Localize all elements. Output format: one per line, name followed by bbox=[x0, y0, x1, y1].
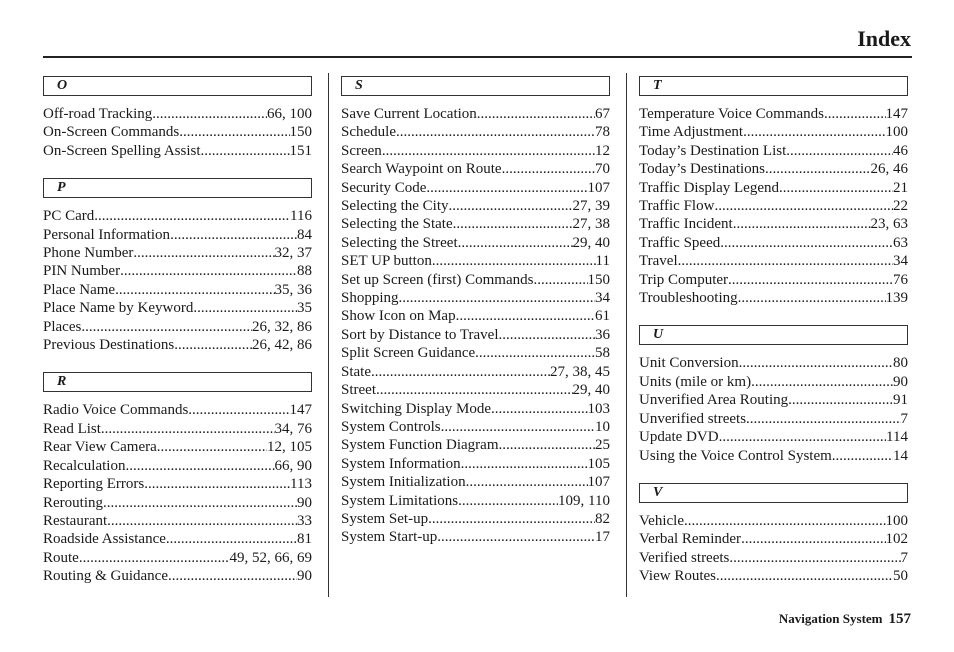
index-entry-page: 25 bbox=[595, 437, 610, 454]
index-entry bbox=[341, 510, 610, 528]
index-entry-label: Radio Voice Commands bbox=[43, 402, 189, 419]
index-entry bbox=[43, 142, 312, 160]
dot-leader bbox=[719, 428, 886, 446]
index-entry-page: 84 bbox=[297, 226, 312, 243]
index-entry-page: 103 bbox=[587, 400, 610, 417]
index-entry-page: 151 bbox=[289, 142, 312, 159]
index-entry-page: 90 bbox=[297, 494, 312, 511]
dot-leader bbox=[499, 326, 596, 344]
dot-leader bbox=[779, 179, 893, 197]
index-entry-page: 35 bbox=[297, 300, 312, 317]
index-entry-label: Sort by Distance to Travel bbox=[341, 326, 499, 343]
index-entry-page: 90 bbox=[297, 568, 312, 585]
index-entry bbox=[639, 289, 908, 307]
index-entry-page: 21 bbox=[893, 179, 908, 196]
dot-leader bbox=[788, 391, 893, 409]
index-entry bbox=[43, 420, 312, 438]
index-entry bbox=[341, 160, 610, 178]
index-entry bbox=[43, 549, 312, 567]
index-entry-page: 34 bbox=[893, 253, 908, 270]
dot-leader bbox=[720, 234, 893, 252]
dot-leader bbox=[743, 123, 885, 141]
index-entry-page: 61 bbox=[595, 308, 610, 325]
index-entry-page: 88 bbox=[297, 263, 312, 280]
index-entry-label: Traffic Incident bbox=[639, 216, 733, 233]
index-entry-page: 139 bbox=[885, 290, 908, 307]
dot-leader bbox=[94, 207, 290, 225]
dot-leader bbox=[824, 105, 885, 123]
index-entry-label: Previous Destinations bbox=[43, 337, 175, 354]
section-header-t: T bbox=[639, 76, 908, 96]
index-entry-label: Verified streets bbox=[639, 549, 730, 566]
index-entry bbox=[639, 123, 908, 141]
index-entry-page: 66, 100 bbox=[267, 106, 312, 122]
index-entry-label: Travel bbox=[639, 253, 678, 270]
index-entry bbox=[639, 160, 908, 178]
page-footer bbox=[779, 611, 911, 628]
dot-leader bbox=[678, 252, 893, 270]
index-entry-page: 34 bbox=[595, 290, 610, 307]
dot-leader bbox=[714, 197, 893, 215]
index-entry-label: State bbox=[341, 363, 371, 380]
dot-leader bbox=[188, 401, 289, 419]
dot-leader bbox=[684, 512, 886, 530]
index-entry bbox=[341, 344, 610, 362]
index-entry bbox=[639, 567, 908, 585]
index-entry-label: Troubleshooting bbox=[639, 290, 738, 307]
index-entry bbox=[639, 105, 908, 123]
index-entry-label: Rerouting bbox=[43, 494, 103, 511]
index-entry-label: Show Icon on Map bbox=[341, 308, 456, 325]
index-entry-list bbox=[43, 105, 312, 160]
index-entry-page: 66, 90 bbox=[274, 457, 312, 474]
dot-leader bbox=[157, 438, 267, 456]
index-entry-page: 105 bbox=[587, 455, 610, 472]
dot-leader bbox=[399, 289, 595, 307]
index-entry-page: 27, 38, 45 bbox=[550, 363, 610, 380]
dot-leader bbox=[499, 436, 596, 454]
index-entry-label: Vehicle bbox=[639, 512, 684, 529]
index-entry-label: System Function Diagram bbox=[341, 437, 499, 454]
page-number: 157 bbox=[888, 611, 911, 627]
index-entry-page: 7 bbox=[900, 549, 908, 566]
dot-leader bbox=[125, 457, 274, 475]
dot-leader bbox=[751, 373, 893, 391]
index-entry bbox=[639, 215, 908, 233]
dot-leader bbox=[81, 318, 252, 336]
dot-leader bbox=[477, 105, 595, 123]
index-entry-page: 80 bbox=[893, 355, 908, 372]
index-entry-page: 67 bbox=[595, 106, 610, 122]
index-entry-label: Save Current Location bbox=[341, 106, 477, 122]
index-entry-label: Search Waypoint on Route bbox=[341, 161, 502, 178]
index-entry bbox=[341, 234, 610, 252]
index-entry bbox=[639, 179, 908, 197]
index-entry bbox=[639, 197, 908, 215]
index-entry-label: Place Name by Keyword bbox=[43, 300, 194, 317]
index-entry-label: Screen bbox=[341, 142, 382, 159]
index-entry-page: 91 bbox=[893, 392, 908, 409]
index-column-2 bbox=[341, 76, 610, 565]
dot-leader bbox=[107, 512, 297, 530]
index-entry bbox=[43, 318, 312, 336]
index-entry-label: System Limitations bbox=[341, 492, 459, 509]
index-entry bbox=[341, 142, 610, 160]
dot-leader bbox=[738, 289, 886, 307]
section-header-v: V bbox=[639, 483, 908, 503]
index-entry-label: View Routes bbox=[639, 568, 717, 585]
index-entry-label: Traffic Speed bbox=[639, 234, 721, 251]
index-entry-label: On-Screen Spelling Assist bbox=[43, 142, 201, 159]
index-entry-label: System Information bbox=[341, 455, 461, 472]
index-entry-page: 27, 39 bbox=[572, 198, 610, 215]
index-entry-label: Rear View Camera bbox=[43, 439, 157, 456]
dot-leader bbox=[174, 336, 252, 354]
index-entry-label: Switching Display Mode bbox=[341, 400, 491, 417]
dot-leader bbox=[458, 492, 558, 510]
index-entry-page: 50 bbox=[893, 568, 908, 585]
column-divider-2 bbox=[626, 73, 627, 597]
index-entry-page: 150 bbox=[587, 271, 610, 288]
index-entry-page: 116 bbox=[290, 208, 312, 225]
index-entry-label: Routing & Guidance bbox=[43, 568, 168, 585]
index-entry-label: System Initialization bbox=[341, 474, 466, 491]
index-entry-label: Traffic Flow bbox=[639, 198, 715, 215]
index-entry bbox=[43, 512, 312, 530]
dot-leader bbox=[729, 549, 900, 567]
index-entry bbox=[43, 244, 312, 262]
index-entry-page: 29, 40 bbox=[572, 234, 610, 251]
index-entry-page: 147 bbox=[885, 106, 908, 122]
dot-leader bbox=[832, 447, 893, 465]
dot-leader bbox=[502, 160, 595, 178]
index-entry bbox=[341, 326, 610, 344]
index-column-3 bbox=[639, 76, 908, 604]
index-entry-label: Today’s Destinations bbox=[639, 161, 766, 178]
index-entry bbox=[341, 381, 610, 399]
section-header-p: P bbox=[43, 178, 312, 198]
index-entry-label: Selecting the City bbox=[341, 198, 449, 215]
index-entry-page: 17 bbox=[595, 529, 610, 546]
index-entry bbox=[43, 494, 312, 512]
index-entry bbox=[341, 473, 610, 491]
index-entry bbox=[341, 271, 610, 289]
index-entry bbox=[341, 400, 610, 418]
index-entry-label: Selecting the Street bbox=[341, 234, 458, 251]
index-entry bbox=[341, 179, 610, 197]
index-entry bbox=[43, 438, 312, 456]
index-entry-label: Time Adjustment bbox=[639, 124, 744, 141]
index-entry-label: Reporting Errors bbox=[43, 476, 145, 493]
index-entry-label: Selecting the State bbox=[341, 216, 453, 233]
dot-leader bbox=[491, 400, 588, 418]
index-entry bbox=[341, 289, 610, 307]
index-entry bbox=[43, 457, 312, 475]
column-divider-1 bbox=[328, 73, 329, 597]
index-entry bbox=[43, 401, 312, 419]
section-header-s: S bbox=[341, 76, 610, 96]
dot-leader bbox=[733, 215, 871, 233]
index-entry bbox=[43, 567, 312, 585]
index-entry-page: 107 bbox=[587, 474, 610, 491]
index-entry-label: System Set-up bbox=[341, 510, 429, 527]
index-entry-label: Set up Screen (first) Commands bbox=[341, 271, 534, 288]
index-entry-label: Verbal Reminder bbox=[639, 531, 742, 548]
dot-leader bbox=[101, 420, 275, 438]
footer-label: Navigation System bbox=[778, 611, 883, 626]
dot-leader bbox=[475, 344, 595, 362]
index-entry-page: 32, 37 bbox=[274, 245, 312, 262]
index-entry bbox=[341, 123, 610, 141]
index-entry-label: Trip Computer bbox=[639, 271, 729, 288]
section-header-u: U bbox=[639, 325, 908, 345]
index-entry-list bbox=[639, 512, 908, 586]
index-entry-label: Split Screen Guidance bbox=[341, 345, 476, 362]
index-entry-label: Read List bbox=[43, 420, 101, 437]
dot-leader bbox=[437, 528, 595, 546]
index-entry-page: 12 bbox=[595, 142, 610, 159]
dot-leader bbox=[728, 271, 893, 289]
index-entry-page: 78 bbox=[595, 124, 610, 141]
dot-leader bbox=[376, 381, 573, 399]
index-entry-page: 46 bbox=[893, 142, 908, 159]
dot-leader bbox=[533, 271, 587, 289]
dot-leader bbox=[739, 354, 893, 372]
index-entry bbox=[341, 436, 610, 454]
dot-leader bbox=[371, 363, 550, 381]
dot-leader bbox=[432, 252, 596, 270]
index-entry-label: Phone Number bbox=[43, 245, 134, 262]
page-title: Index bbox=[857, 26, 911, 51]
index-entry-page: 109, 110 bbox=[558, 492, 610, 509]
dot-leader bbox=[456, 307, 595, 325]
index-entry bbox=[43, 299, 312, 317]
index-entry-label: Unverified Area Routing bbox=[639, 392, 789, 409]
index-entry-label: Street bbox=[341, 382, 376, 399]
dot-leader bbox=[179, 123, 289, 141]
index-entry-page: 100 bbox=[885, 124, 908, 141]
index-entry bbox=[43, 281, 312, 299]
index-entry-page: 150 bbox=[289, 124, 312, 141]
dot-leader bbox=[441, 418, 595, 436]
dot-leader bbox=[448, 197, 572, 215]
index-entry-label: System Start-up bbox=[341, 529, 438, 546]
index-entry-page: 36 bbox=[595, 326, 610, 343]
index-entry bbox=[639, 354, 908, 372]
index-entry bbox=[43, 207, 312, 225]
dot-leader bbox=[144, 475, 290, 493]
dot-leader bbox=[466, 473, 588, 491]
dot-leader bbox=[79, 549, 230, 567]
index-entry bbox=[43, 123, 312, 141]
index-entry-page: 81 bbox=[297, 531, 312, 548]
dot-leader bbox=[201, 142, 290, 160]
index-entry-label: System Controls bbox=[341, 418, 441, 435]
index-entry-label: Units (mile or km) bbox=[639, 373, 752, 390]
dot-leader bbox=[396, 123, 595, 141]
index-entry-page: 26, 42, 86 bbox=[252, 337, 312, 354]
index-entry bbox=[43, 530, 312, 548]
index-entry-label: Security Code bbox=[341, 179, 427, 196]
index-entry-page: 12, 105 bbox=[267, 439, 312, 456]
index-entry-page: 26, 32, 86 bbox=[252, 318, 312, 335]
index-entry bbox=[341, 307, 610, 325]
index-entry-page: 70 bbox=[595, 161, 610, 178]
index-entry-page: 90 bbox=[893, 373, 908, 390]
index-entry-label: Restaurant bbox=[43, 512, 108, 529]
dot-leader bbox=[765, 160, 870, 178]
dot-leader bbox=[458, 234, 573, 252]
index-entry bbox=[341, 455, 610, 473]
dot-leader bbox=[193, 299, 297, 317]
index-entry bbox=[43, 475, 312, 493]
index-entry bbox=[639, 512, 908, 530]
index-entry bbox=[639, 530, 908, 548]
index-entry bbox=[639, 252, 908, 270]
index-entry-page: 82 bbox=[595, 510, 610, 527]
dot-leader bbox=[103, 494, 297, 512]
dot-leader bbox=[170, 226, 297, 244]
index-entry bbox=[639, 391, 908, 409]
dot-leader bbox=[120, 262, 297, 280]
index-entry-page: 147 bbox=[289, 402, 312, 419]
index-entry-label: Unit Conversion bbox=[639, 355, 739, 372]
index-entry-page: 100 bbox=[885, 512, 908, 529]
index-entry-page: 14 bbox=[893, 447, 908, 464]
index-entry-page: 33 bbox=[297, 512, 312, 529]
index-entry-label: Recalculation bbox=[43, 457, 126, 474]
index-entry bbox=[341, 252, 610, 270]
index-entry bbox=[639, 447, 908, 465]
dot-leader bbox=[115, 281, 274, 299]
index-entry bbox=[341, 215, 610, 233]
index-entry-page: 107 bbox=[587, 179, 610, 196]
index-entry-label: Unverified streets bbox=[639, 410, 747, 427]
index-entry-page: 22 bbox=[893, 198, 908, 215]
index-entry-page: 7 bbox=[900, 410, 908, 427]
index-column-1 bbox=[43, 76, 312, 604]
dot-leader bbox=[382, 142, 595, 160]
index-entry-page: 49, 52, 66, 69 bbox=[229, 549, 312, 566]
index-entry bbox=[341, 105, 610, 123]
index-entry-page: 34, 76 bbox=[274, 420, 312, 437]
dot-leader bbox=[152, 105, 267, 123]
index-entry-label: Off-road Tracking bbox=[43, 106, 153, 122]
index-entry bbox=[43, 226, 312, 244]
index-entry-list bbox=[639, 105, 908, 307]
index-entry-label: On-Screen Commands bbox=[43, 124, 180, 141]
index-entry-label: Temperature Voice Commands bbox=[639, 106, 825, 122]
dot-leader bbox=[168, 567, 297, 585]
dot-leader bbox=[426, 179, 587, 197]
index-entry-label: Places bbox=[43, 318, 82, 335]
index-entry-label: PC Card bbox=[43, 208, 95, 225]
index-entry bbox=[639, 428, 908, 446]
index-entry-label: SET UP button bbox=[341, 253, 432, 270]
index-entry-label: Place Name bbox=[43, 281, 116, 298]
index-entry-page: 26, 46 bbox=[870, 161, 908, 178]
index-entry-page: 23, 63 bbox=[870, 216, 908, 233]
index-entry-page: 114 bbox=[886, 429, 908, 446]
index-entry-page: 58 bbox=[595, 345, 610, 362]
index-entry-page: 76 bbox=[893, 271, 908, 288]
index-entry-label: Schedule bbox=[341, 124, 396, 141]
index-entry-page: 10 bbox=[595, 418, 610, 435]
index-entry-page: 29, 40 bbox=[572, 382, 610, 399]
index-entry bbox=[639, 142, 908, 160]
index-entry-list bbox=[43, 207, 312, 354]
index-entry bbox=[341, 363, 610, 381]
index-entry-label: Traffic Display Legend bbox=[639, 179, 779, 196]
section-header-r: R bbox=[43, 372, 312, 392]
dot-leader bbox=[428, 510, 595, 528]
dot-leader bbox=[786, 142, 893, 160]
index-entry-label: Update DVD bbox=[639, 429, 719, 446]
index-entry-label: Today’s Destination List bbox=[639, 142, 787, 159]
index-entry-label: Roadside Assistance bbox=[43, 531, 166, 548]
index-entry bbox=[639, 271, 908, 289]
dot-leader bbox=[166, 530, 297, 548]
index-entry bbox=[639, 549, 908, 567]
index-entry bbox=[43, 336, 312, 354]
index-entry-label: Personal Information bbox=[43, 226, 171, 243]
index-entry bbox=[639, 410, 908, 428]
index-entry-page: 102 bbox=[885, 531, 908, 548]
index-entry bbox=[43, 105, 312, 123]
index-entry-label: Route bbox=[43, 549, 79, 566]
dot-leader bbox=[746, 410, 900, 428]
index-entry-label: Shopping bbox=[341, 290, 399, 307]
dot-leader bbox=[133, 244, 274, 262]
index-entry-label: PIN Number bbox=[43, 263, 121, 280]
index-entry-page: 35, 36 bbox=[274, 281, 312, 298]
index-entry-label: Using the Voice Control System bbox=[639, 447, 832, 464]
index-entry bbox=[341, 197, 610, 215]
index-entry-list bbox=[639, 354, 908, 464]
index-entry-page: 11 bbox=[595, 253, 610, 270]
index-entry bbox=[341, 492, 610, 510]
dot-leader bbox=[741, 530, 885, 548]
section-header-o: O bbox=[43, 76, 312, 96]
index-entry bbox=[341, 528, 610, 546]
index-entry bbox=[341, 418, 610, 436]
index-entry bbox=[639, 234, 908, 252]
index-entry-page: 27, 38 bbox=[572, 216, 610, 233]
dot-leader bbox=[453, 215, 573, 233]
index-entry-page: 113 bbox=[290, 476, 312, 493]
header-rule bbox=[43, 56, 912, 58]
index-entry-page: 63 bbox=[893, 234, 908, 251]
dot-leader bbox=[716, 567, 893, 585]
dot-leader bbox=[461, 455, 588, 473]
index-entry-list bbox=[43, 401, 312, 585]
index-entry bbox=[43, 262, 312, 280]
index-entry-list bbox=[341, 105, 610, 547]
index-entry bbox=[639, 373, 908, 391]
